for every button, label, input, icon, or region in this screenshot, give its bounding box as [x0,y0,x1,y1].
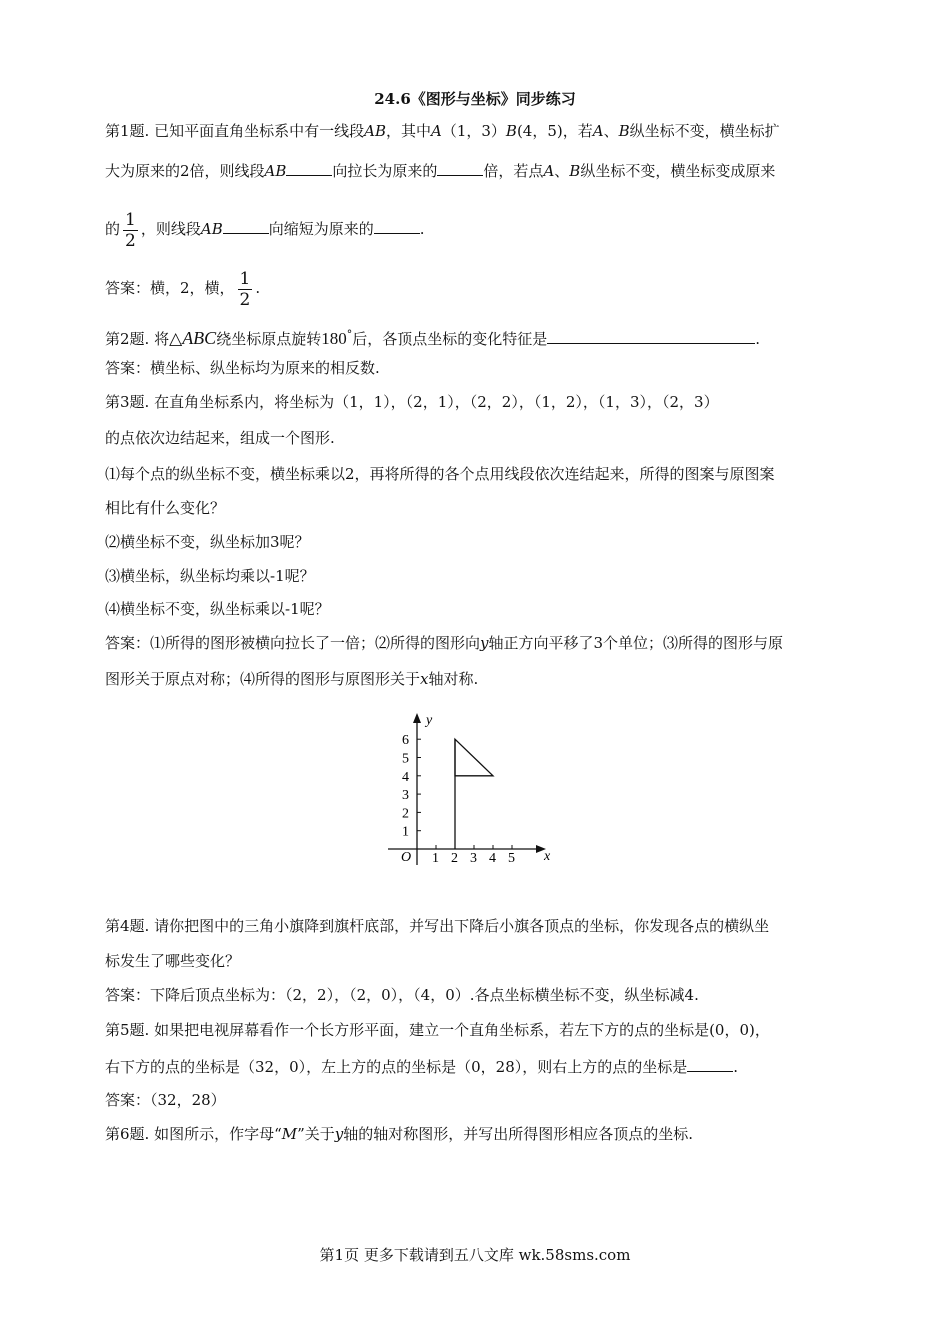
q1-line3: 的 $\frac{1}{2}$ ，则线段AB 向缩短为原来的 . [105,209,425,251]
y-tick-label: 4 [402,769,409,785]
q1-line1: 第1题. 已知平面直角坐标系中有一线段AB，其中A（1，3）B(4，5)，若A、B纵坐标不变，横坐标扩 [105,122,780,140]
q3-line1: 第3题. 在直角坐标系内，将坐标为（1，1），（2，1），（2，2），（1，2），（1，3），（2，3） [105,393,719,411]
answer-blank[interactable] [547,328,755,344]
y-axis-label: y [426,713,433,728]
a1-line: 答案：横，2，横， $\frac{1}{2}$ . [105,268,261,310]
a4-line: 答案：下降后顶点坐标为：（2，2），（2，0），（4，0）.各点坐标横坐标不变，纵坐标减4. [105,986,699,1004]
a5-line: 答案：（32，28） [105,1091,226,1109]
y-tick-label: 6 [402,733,409,749]
coordinate-figure [380,705,560,870]
answer-blank[interactable] [437,160,483,176]
x-tick-label: 2 [451,851,458,866]
answer-blank[interactable] [687,1056,733,1072]
axes [388,713,551,865]
flag-triangle [455,739,493,776]
a2-line: 答案：横坐标、纵坐标均为原来的相反数. [105,359,380,377]
q3-part4: ⑷横坐标不变，纵坐标乘以-1呢？ [105,600,330,618]
a3-line2: 图形关于原点对称；⑷所得的图形与原图形关于x轴对称. [105,670,479,688]
y-tick-label: 5 [402,751,409,767]
answer-blank[interactable] [286,160,332,176]
x-tick-label: 4 [489,851,496,866]
y-tick-label: 1 [402,824,409,840]
y-tick-label: 2 [402,806,409,822]
q4-line1: 第4题. 请你把图中的三角小旗降到旗杆底部，并写出下降后小旗各顶点的坐标，你发现各点的横纵坐 [105,917,770,935]
x-tick-label: 3 [470,851,477,866]
q5-line1: 第5题. 如果把电视屏幕看作一个长方形平面，建立一个直角坐标系，若左下方的点的坐标是(0，0)， [105,1021,770,1039]
q3-part3: ⑶横坐标，纵坐标均乘以-1呢？ [105,567,315,585]
flag-shape [455,739,493,849]
q1-line2: 大为原来的2倍，则线段AB 向拉长为原来的 倍，若点A、B纵坐标不变，横坐标变成原来 [105,162,776,180]
answer-blank[interactable] [374,218,420,234]
fraction-one-half: $\frac{1}{2}$ [239,268,251,310]
a3-line1: 答案：⑴所得的图形被横向拉长了一倍；⑵所得的图形向y轴正方向平移了3个单位；⑶所得的图形与原 [105,634,784,652]
x-axis-label: x [544,849,551,864]
page-title: 24.6《图形与坐标》同步练习 [374,90,576,108]
x-tick-label: 1 [432,851,439,866]
tick-labels [402,733,515,866]
q6-line: 第6题. 如图所示，作字母“M”关于y轴的轴对称图形，并写出所得图形相应各顶点的坐标. [105,1125,694,1143]
page-footer: 第1页 更多下载请到五八文库 wk.58sms.com [319,1246,631,1264]
q3-line2: 的点依次边结起来，组成一个图形. [105,429,335,447]
q2-line: 第2题. 将△ABC绕坐标原点旋转180°后，各顶点坐标的变化特征是 . [105,328,760,349]
y-tick-label: 3 [402,788,409,804]
q3-part1a: ⑴每个点的纵坐标不变，横坐标乘以2，再将所得的各个点用线段依次连结起来，所得的图案与原图案 [105,465,775,483]
q5-line2: 右下方的点的坐标是（32，0），左上方的点的坐标是（0，28），则右上方的点的坐标是 . [105,1058,739,1076]
x-tick-label: 5 [508,851,515,866]
y-axis-arrow [413,713,421,723]
q3-part2: ⑵横坐标不变，纵坐标加3呢？ [105,533,310,551]
answer-blank[interactable] [223,218,269,234]
q4-line2: 标发生了哪些变化？ [105,952,241,970]
origin-label: O [401,850,412,865]
fraction-one-half: $\frac{1}{2}$ [125,209,136,251]
q3-part1b: 相比有什么变化？ [105,499,226,517]
